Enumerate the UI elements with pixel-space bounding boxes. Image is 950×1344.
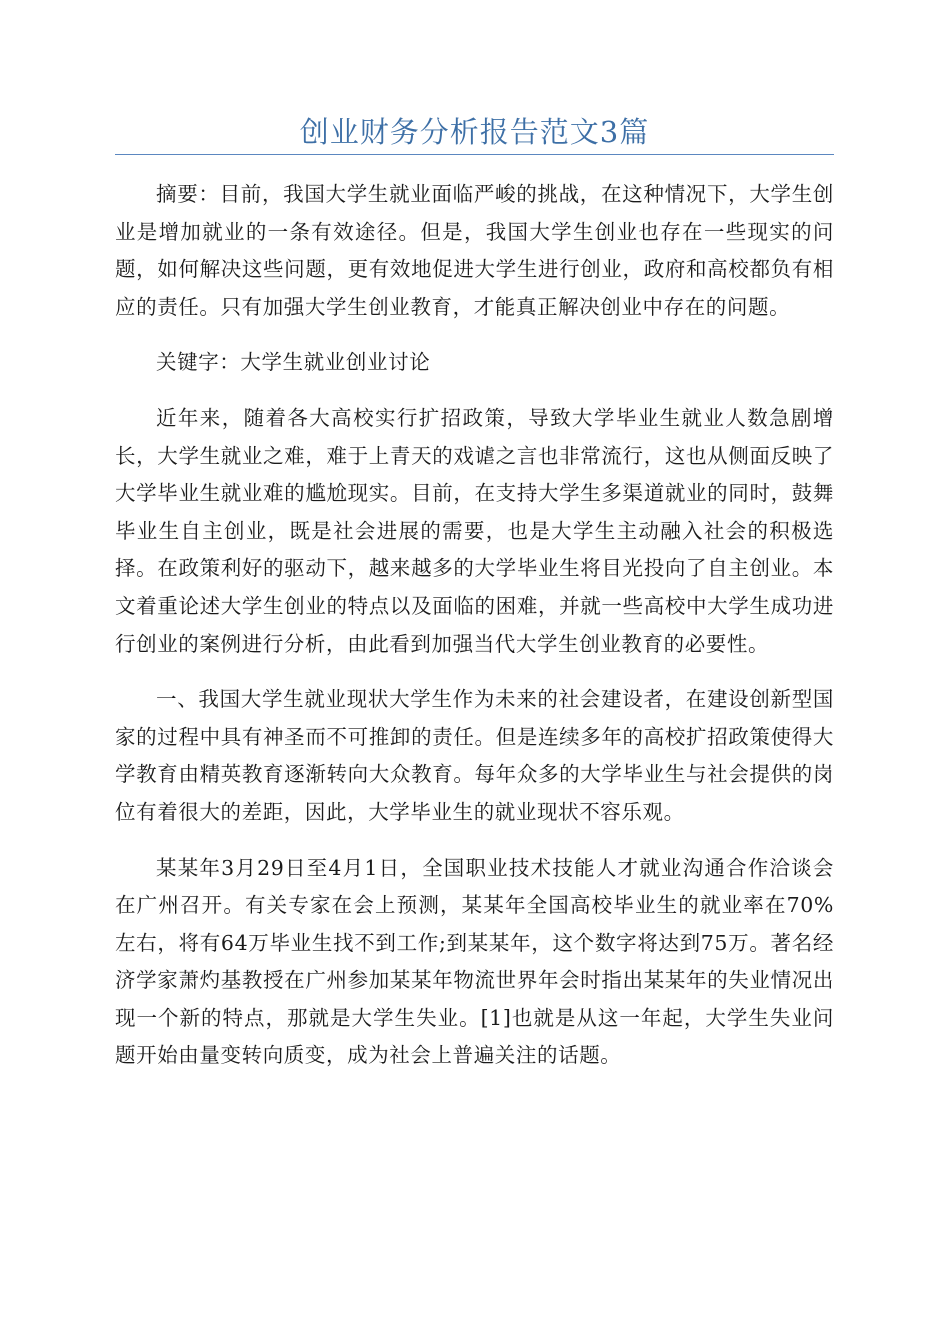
section-one-paragraph: 一、我国大学生就业现状大学生作为未来的社会建设者，在建设创新型国家的过程中具有神圣而不可推卸的责任。但是连续多年的高校扩招政策使得大学教育由精英教育逐渐转向大众教育。每年众多的大学毕业生与社会提供的岗位有着很大的差距，因此，大学毕业生的就业现状不容乐观。: [115, 687, 834, 824]
intro-paragraph: 近年来，随着各大高校实行扩招政策，导致大学毕业生就业人数急剧增长，大学生就业之难，难于上青天的戏谑之言也非常流行，这也从侧面反映了大学毕业生就业难的尴尬现实。目前，在支持大学生多渠道就业的同时，鼓舞毕业生自主创业，既是社会进展的需要，也是大学生主动融入社会的积极选择。在政策利好的驱动下，越来越多的大学毕业生将目光投向了自主创业。本文着重论述大学生创业的特点以及面临的困难，并就一些高校中大学生成功进行创业的案例进行分析，由此看到加强当代大学生创业教育的必要性。: [115, 405, 834, 656]
title-underline-rule: [115, 154, 834, 155]
abstract-paragraph: 摘要：目前，我国大学生就业面临严峻的挑战，在这种情况下，大学生创业是增加就业的一条有效途径。但是，我国大学生创业也存在一些现实的问题，如何解决这些问题，更有效地促进大学生进行创业，政府和高校都负有相应的责任。只有加强大学生创业教育，才能真正解决创业中存在的问题。: [115, 182, 834, 319]
document-body: [115, 176, 834, 1093]
keywords-paragraph: 关键字：大学生就业创业讨论: [156, 350, 431, 375]
statistics-paragraph: 某某年3月29日至4月1日，全国职业技术技能人才就业沟通合作洽谈会在广州召开。有关专家在会上预测，某某年全国高校毕业生的就业率在70%左右，将有64万毕业生找不到工作;到某某年，这个数字将达到75万。著名经济学家萧灼基教授在广州参加某某年物流世界年会时指出某某年的失业情况出现一个新的特点，那就是大学生失业。[1]也就是从这一年起，大学生失业问题开始由量变转向质变，成为社会上普遍关注的话题。: [115, 855, 834, 1068]
document-title: 创业财务分析报告范文3篇: [299, 115, 650, 149]
